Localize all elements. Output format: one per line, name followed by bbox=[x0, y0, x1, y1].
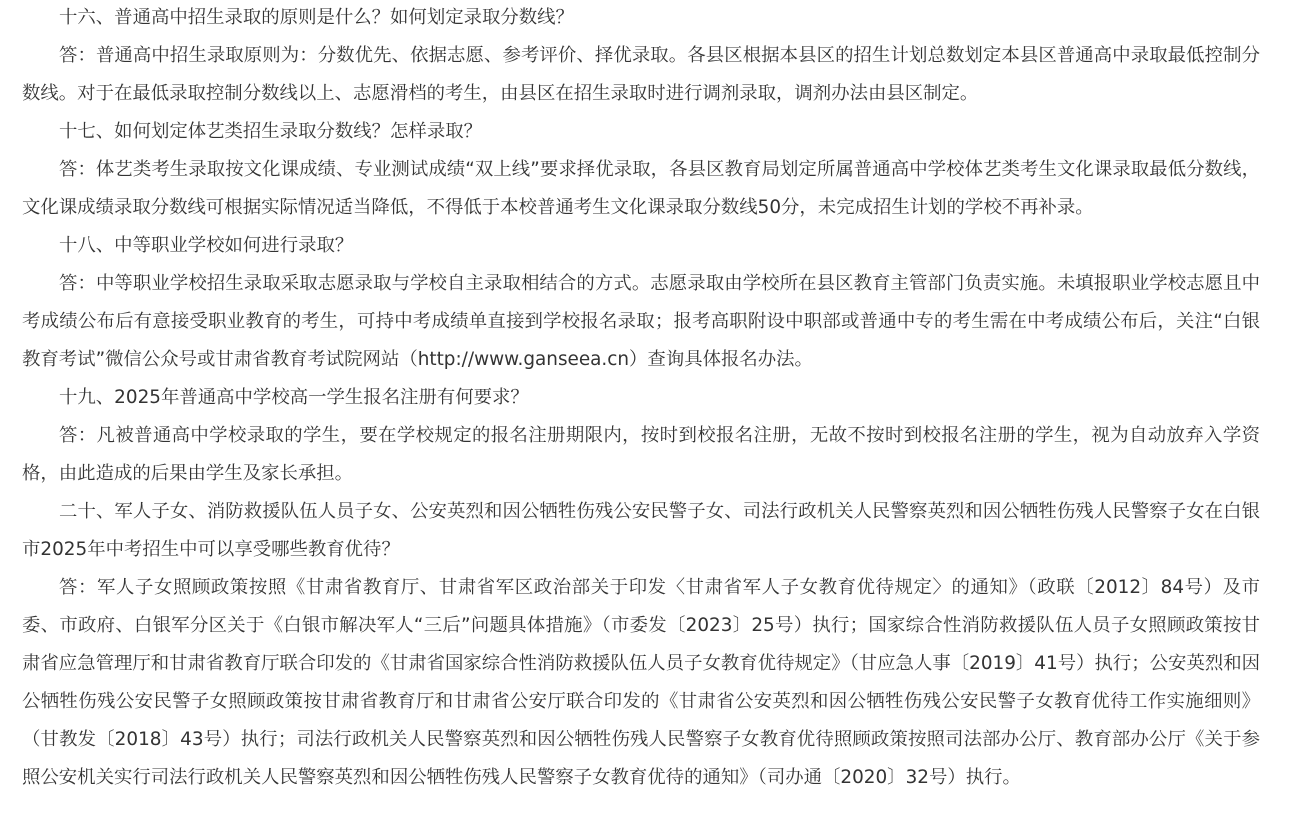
answer-16: 答：普通高中招生录取原则为：分数优先、依据志愿、参考评价、择优录取。各县区根据本县区的招生计划总数划定本县区普通高中录取最低控制分数线。对于在最低录取控制分数线以上、志愿滑档的考生，由县区在招生录取时进行调剂录取，调剂办法由县区制定。 bbox=[22, 45, 1260, 104]
answer-18: 答：中等职业学校招生录取采取志愿录取与学校自主录取相结合的方式。志愿录取由学校所在县区教育主管部门负责实施。未填报职业学校志愿且中考成绩公布后有意接受职业教育的考生，可持中考成绩单直接到学校报名录取；报考高职附设中职部或普通中专的考生需在中考成绩公布后，关注“白银教育考试”微信公众号或甘肃省教育考试院网站（http://www.ganseea.cn）查询具体报名办法。 bbox=[22, 273, 1260, 370]
question-19: 十九、2025年普通高中学校高一学生报名注册有何要求？ bbox=[59, 387, 529, 408]
question-20: 二十、军人子女、消防救援队伍人员子女、公安英烈和因公牺牲伤残公安民警子女、司法行政机关人民警察英烈和因公牺牲伤残人民警察子女在白银市2025年中考招生中可以享受哪些教育优待？ bbox=[22, 501, 1260, 560]
answer-20: 答：军人子女照顾政策按照《甘肃省教育厅、甘肃省军区政治部关于印发〈甘肃省军人子女教育优待规定〉的通知》（政联〔2012〕84号）及市委、市政府、白银军分区关于《白银市解决军人“三后”问题具体措施》（市委发〔2023〕25号）执行；国家综合性消防救援队伍人员子女照顾政策按甘肃省应急管理厅和甘肃省教育厅联合印发的《甘肃省国家综合性消防救援队伍人员子女教育优待规定》（甘应急人事〔2019〕41号）执行；公安英烈和因公牺牲伤残公安民警子女照顾政策按甘肃省教育厅和甘肃省公安厅联合印发的《甘肃省公安英烈和因公牺牲伤残公安民警子女教育优待工作实施细则》（甘教发〔2018〕43号）执行；司法行政机关人民警察英烈和因公牺牲伤残人民警察子女教育优待照顾政策按照司法部办公厅、教育部办公厅《关于参照公安机关实行司法行政机关人民警察英烈和因公牺牲伤残人民警察子女教育优待的通知》（司办通〔2020〕32号）执行。 bbox=[22, 577, 1261, 788]
document-body bbox=[22, 0, 1260, 797]
answer-19: 答：凡被普通高中学校录取的学生，要在学校规定的报名注册期限内，按时到校报名注册，无故不按时到校报名注册的学生，视为自动放弃入学资格，由此造成的后果由学生及家长承担。 bbox=[22, 425, 1260, 484]
answer-17: 答：体艺类考生录取按文化课成绩、专业测试成绩“双上线”要求择优录取，各县区教育局划定所属普通高中学校体艺类考生文化课录取最低分数线，文化课成绩录取分数线可根据实际情况适当降低，不得低于本校普通考生文化课录取分数线50分，未完成招生计划的学校不再补录。 bbox=[22, 159, 1260, 218]
question-17: 十七、如何划定体艺类招生录取分数线？怎样录取？ bbox=[59, 121, 482, 142]
question-18: 十八、中等职业学校如何进行录取？ bbox=[59, 235, 354, 256]
question-16: 十六、普通高中招生录取的原则是什么？如何划定录取分数线？ bbox=[59, 7, 574, 28]
